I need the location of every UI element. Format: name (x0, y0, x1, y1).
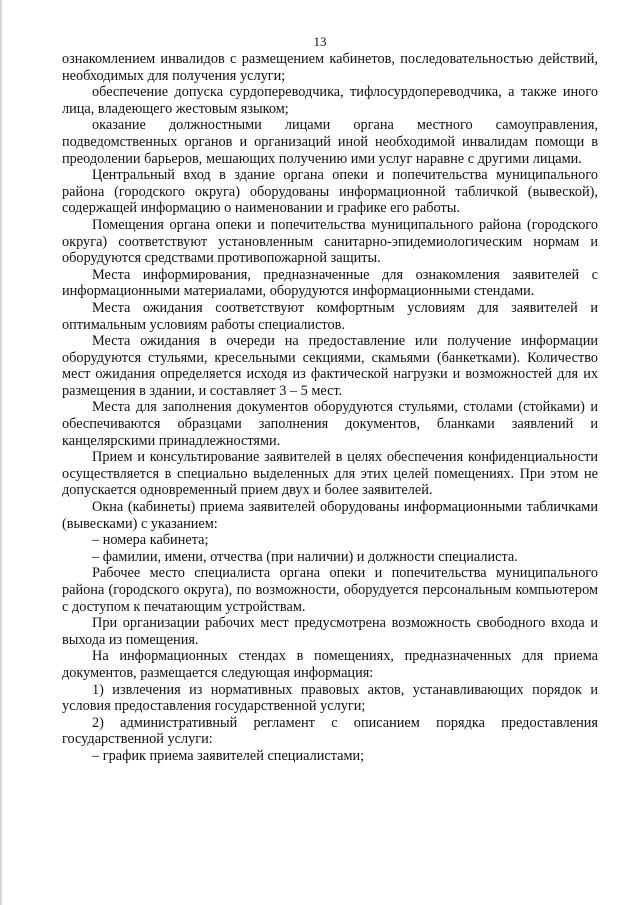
numbered-item-2: 2) административный регламент с описанием порядка предоставления государственной услуги: (62, 714, 598, 748)
paragraph-14: На информационных стендах в помещениях, предназначенных для приема документов, размещается следующая информация: (62, 648, 598, 681)
paragraph-2: обеспечение допуска сурдопереводчика, тифлосурдопереводчика, а также иного лица, владеющего жестовым языком; (62, 84, 598, 117)
paragraph-5: Помещения органа опеки и попечительства муниципального района (городского округа) соответствуют установленным санитарно-эпидемиологическим нормам и оборудуются средствами противопожарной защиты. (62, 216, 598, 267)
list-item-1: – номера кабинета; (92, 532, 209, 549)
paragraph-7: Места ожидания соответствуют комфортным условиям для заявителей и оптимальным условиям работы специалистов. (62, 299, 598, 333)
paragraph-12: Рабочее место специалиста органа опеки и попечительства муниципального района (городского округа), по возможности, оборудуется персональным компьютером с доступом к печатающим устройствам. (62, 565, 598, 615)
paragraph-10: Прием и консультирование заявителей в целях обеспечения конфиденциальности осуществляется в специально выделенных для этих целей помещениях. При этом не допускается одновременный прием двух и более заявителей. (62, 449, 598, 499)
paragraph-6: Места информирования, предназначенные для ознакомления заявителей с информационными материалами, оборудуются информационными стендами. (62, 266, 598, 300)
paragraph-11: Окна (кабинеты) приема заявителей оборудованы информационными табличками (вывесками) с указанием: (62, 499, 598, 532)
page-number: 13 (313, 34, 327, 49)
scan-edge (0, 0, 2, 905)
paragraph-1: ознакомлением инвалидов с размещением кабинетов, последовательностью действий, необходимых для получения услуги; (62, 51, 598, 84)
paragraph-13: При организации рабочих мест предусмотрена возможность свободного входа и выхода из помещения. (62, 615, 598, 648)
paragraph-4: Центральный вход в здание органа опеки и попечительства муниципального района (городского округа) оборудованы информационной табличкой (вывеской), содержащей информацию о наименовании и графике его работы. (62, 167, 598, 217)
paragraph-9: Места для заполнения документов оборудуются стульями, столами (стойками) и обеспечиваются образцами заполнения документов, бланками заявлений и канцелярскими принадлежностями. (62, 399, 598, 449)
list-item-2: – фамилии, имени, отчества (при наличии) и должности специалиста. (92, 548, 518, 565)
paragraph-8: Места ожидания в очереди на предоставление или получение информации оборудуются стульями, кресельными секциями, скамьями (банкетками). Количество мест ожидания определяется исходя из фактической нагрузки и возможностей для их размещения в здании, и составляет 3 – 5 мест. (62, 333, 598, 399)
document-body (62, 51, 598, 765)
numbered-item-1: 1) извлечения из нормативных правовых актов, устанавливающих порядок и условия предоставления государственной услуги; (62, 681, 598, 715)
list-item-3: – график приема заявителей специалистами; (92, 747, 365, 764)
paragraph-3: оказание должностными лицами органа местного самоуправления, подведомственных органов и организаций иной необходимой инвалидам помощи в преодолении барьеров, мешающих получению ими услуг наравне с другими лицами. (62, 117, 598, 167)
